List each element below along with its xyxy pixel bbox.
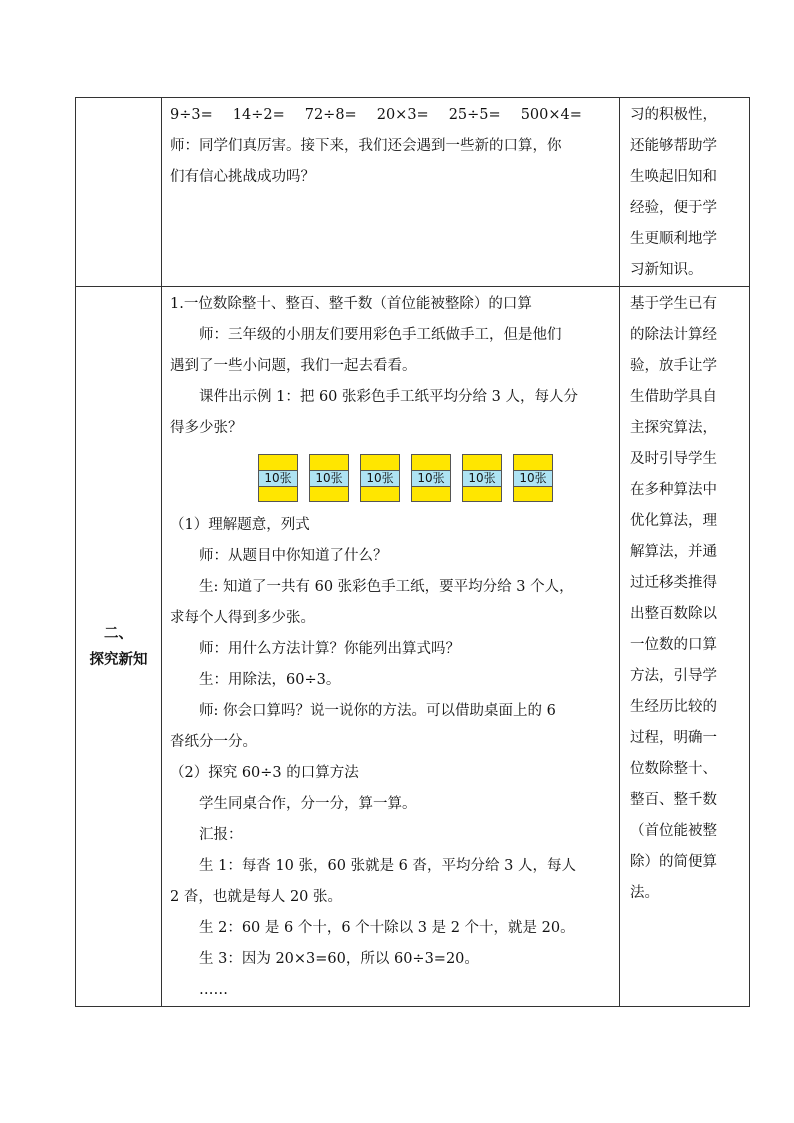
note-line: （首位能被整 xyxy=(630,823,717,839)
section-heading: 1.一位数除整十、整百、整千数（首位能被整除）的口算 xyxy=(170,296,532,312)
note-line: 方法，引导学 xyxy=(630,668,717,684)
text-line: 沓纸分一分。 xyxy=(170,734,257,750)
note-line: 一位数的口算 xyxy=(630,637,717,653)
paper-stack xyxy=(411,454,451,502)
note-line: 在多种算法中 xyxy=(630,482,717,498)
text-line: 得多少张？ xyxy=(170,420,243,436)
equation: 25÷5= xyxy=(448,107,501,123)
note-line: 生借助学具自 xyxy=(630,389,717,405)
note-line: 经验，便于学 xyxy=(630,200,717,216)
step-heading: （1）理解题意，列式 xyxy=(170,517,310,533)
text-line: 2 沓，也就是每人 20 张。 xyxy=(170,889,343,905)
stack-label: 10张 xyxy=(463,470,501,487)
note-line: 过程，明确一 xyxy=(630,730,717,746)
stack-label: 10张 xyxy=(514,470,552,487)
note-line: 出整百数除以 xyxy=(630,606,717,622)
text-line: 师：从题目中你知道了什么？ xyxy=(199,548,388,564)
text-line: 汇报： xyxy=(199,827,243,843)
text-line: 们有信心挑战成功吗？ xyxy=(170,169,315,185)
paper-stack xyxy=(513,454,553,502)
text-line: 生：用除法，60÷3。 xyxy=(199,672,341,688)
paper-stack xyxy=(360,454,400,502)
table-row xyxy=(76,98,750,287)
note-line: 解算法，并通 xyxy=(630,544,717,560)
text-line: 师：三年级的小朋友们要用彩色手工纸做手工，但是他们 xyxy=(199,327,562,343)
text-line: 生 3：因为 20×3=60，所以 60÷3=20。 xyxy=(199,951,479,967)
notes-cell xyxy=(620,98,750,287)
note-line: 生更顺利地学 xyxy=(630,231,717,247)
note-line: 生经历比较的 xyxy=(630,699,717,715)
note-line: 基于学生已有 xyxy=(630,296,717,312)
text-line: 生 2：60 是 6 个十，6 个十除以 3 是 2 个十，就是 20。 xyxy=(199,920,575,936)
text-line: …… xyxy=(199,982,228,998)
note-line: 的除法计算经 xyxy=(630,327,717,343)
note-line: 主探究算法， xyxy=(630,420,717,436)
equation: 14÷2= xyxy=(232,107,285,123)
equation: 9÷3= xyxy=(170,107,213,123)
stack-label: 10张 xyxy=(310,470,348,487)
content-cell xyxy=(162,287,620,1007)
stack-label: 10张 xyxy=(259,470,297,487)
step-heading: （2）探究 60÷3 的口算方法 xyxy=(170,765,359,781)
note-line: 习新知识。 xyxy=(630,262,703,278)
text-line: 学生同桌合作，分一分，算一算。 xyxy=(199,796,417,812)
text-line: 师：同学们真厉害。接下来，我们还会遇到一些新的口算，你 xyxy=(170,138,562,154)
notes-cell xyxy=(620,287,750,1007)
note-line: 生唤起旧知和 xyxy=(630,169,717,185)
text-line: 师：用什么方法计算？你能列出算式吗？ xyxy=(199,641,460,657)
stage-cell xyxy=(76,98,162,287)
text-line: 求每个人得到多少张。 xyxy=(170,610,315,626)
stack-label: 10张 xyxy=(412,470,450,487)
paper-stack xyxy=(309,454,349,502)
note-line: 除）的简便算 xyxy=(630,854,717,870)
text-line: 遇到了一些小问题，我们一起去看看。 xyxy=(170,358,417,374)
note-line: 过迁移类推得 xyxy=(630,575,717,591)
text-line: 师: 你会口算吗？说一说你的方法。可以借助桌面上的 6 xyxy=(199,703,556,719)
text-line: 生 1：每沓 10 张，60 张就是 6 沓，平均分给 3 人，每人 xyxy=(199,858,576,874)
table-row xyxy=(76,287,750,1007)
text-line: 课件出示例 1：把 60 张彩色手工纸平均分给 3 人，每人分 xyxy=(199,389,578,405)
content-cell xyxy=(162,98,620,287)
stage-title: 探究新知 xyxy=(89,651,148,668)
note-line: 法。 xyxy=(630,885,659,901)
note-line: 整百、整千数 xyxy=(630,792,717,808)
lesson-table xyxy=(75,97,750,1007)
stage-cell xyxy=(76,287,162,1007)
note-line: 优化算法，理 xyxy=(630,513,717,529)
equation: 72÷8= xyxy=(304,107,357,123)
paper-stacks-illustration xyxy=(258,454,613,504)
note-line: 及时引导学生 xyxy=(630,451,717,467)
note-line: 还能够帮助学 xyxy=(630,138,717,154)
paper-stack xyxy=(258,454,298,502)
note-line: 验，放手让学 xyxy=(630,358,717,374)
note-line: 位数除整十、 xyxy=(630,761,717,777)
paper-stack xyxy=(462,454,502,502)
equation-line xyxy=(170,100,613,131)
equation: 20×3= xyxy=(376,107,429,123)
text-line: 生: 知道了一共有 60 张彩色手工纸，要平均分给 3 个人， xyxy=(199,579,574,595)
stage-number: 二、 xyxy=(104,624,133,642)
equation: 500×4= xyxy=(520,107,582,123)
note-line: 习的积极性， xyxy=(630,107,717,123)
stack-label: 10张 xyxy=(361,470,399,487)
